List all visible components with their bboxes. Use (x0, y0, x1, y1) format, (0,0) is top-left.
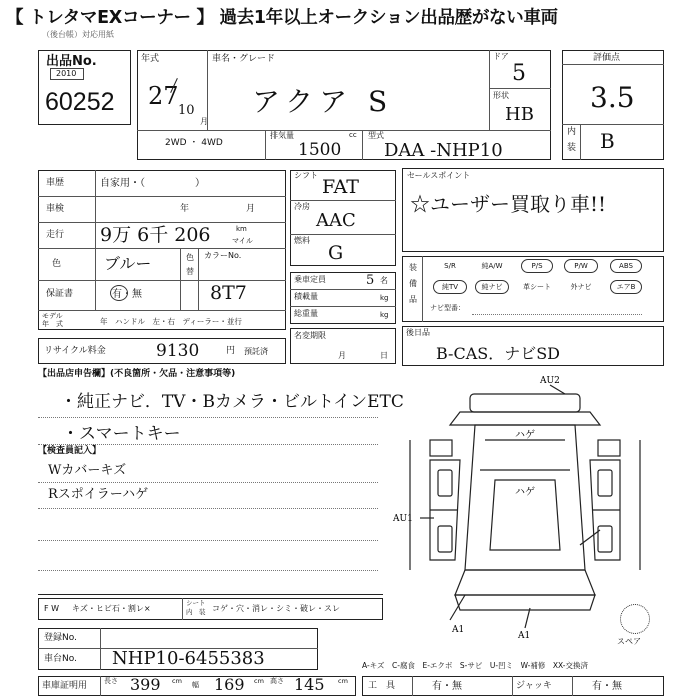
color-label: 色 (52, 259, 62, 269)
height-value: 145 (294, 675, 325, 694)
equip-leather: 革シート (523, 283, 551, 291)
dimensions-label: 車庫証明用 (42, 681, 88, 691)
equip-ps: P/S (531, 262, 543, 270)
ac-label: 冷房 (294, 202, 310, 211)
equip-pw: P/W (574, 262, 588, 270)
drive-label: 2WD ・ 4WD (165, 138, 223, 148)
mark-a1-left: A1 (452, 625, 465, 635)
equip-abs: ABS (619, 262, 633, 270)
name-change-label: 名変期限 (294, 331, 326, 340)
spare-tire-icon (620, 604, 650, 634)
damage-legend: A-キズ C-腐食 E-エクボ S-サビ U-凹ミ W-補修 XX-交換済 (362, 661, 588, 670)
after-parts-label: 後日品 (406, 328, 430, 337)
fuel-value: G (328, 242, 344, 264)
ac-value: AAC (316, 210, 356, 231)
warranty-value: 有・無 (112, 289, 142, 300)
mileage-label: 走行 (46, 230, 65, 240)
inspection-label: 車検 (46, 204, 65, 214)
recycle-value: 9130 (156, 341, 200, 361)
displacement-label: 排気量 (270, 131, 294, 140)
jack-value: 有・無 (592, 681, 622, 692)
fw-label: F W (44, 604, 60, 613)
mark-hage-2: ハゲ (515, 487, 535, 498)
inspector-line-2: Rスポイラーハゲ (48, 487, 149, 502)
length-value: 399 (130, 675, 161, 694)
model-label: 型式 (368, 131, 384, 140)
sales-point-label: セールスポイント (407, 171, 471, 180)
fuel-label: 燃料 (294, 236, 310, 245)
score-label: 評価点 (593, 53, 621, 63)
car-name-value: アクア S (252, 85, 394, 118)
mileage-value: 9万 6千 206 (100, 224, 211, 246)
car-history-value: 自家用・（ ） (100, 178, 205, 189)
spare-label: スペア (617, 637, 641, 646)
notes-label: 【出品店申告欄】(不良箇所・欠品・注意事項等) (38, 369, 236, 379)
header-subtitle: （後台帳）対応用紙 (42, 30, 114, 39)
mark-au2: AU2 (540, 376, 560, 386)
interior-value: B (600, 129, 615, 153)
inspector-line-1: Wカバーキズ (48, 463, 127, 478)
score-value: 3.5 (590, 81, 635, 114)
warranty-label: 保証書 (46, 289, 74, 299)
color-no-value: 8T7 (210, 282, 247, 304)
notes-line-1: ・純正ナビ．TV・Bカメラ・ビルトインETC (60, 392, 404, 412)
warranty-circle (110, 285, 128, 301)
model-value: DAA -NHP10 (384, 140, 503, 161)
shift-label: シフト (294, 171, 318, 180)
passengers-label: 乗車定員 (294, 275, 326, 284)
jack-label: ジャッキ (516, 681, 552, 691)
passengers-value: 5 (366, 273, 375, 288)
tool-value: 有・無 (432, 681, 462, 692)
year-value: 27 (148, 82, 179, 110)
displacement-value: 1500 (298, 140, 342, 160)
mark-hage-1: ハゲ (515, 430, 535, 441)
notes-line-2: ・スマートキー (62, 424, 181, 444)
shift-value: FAT (322, 176, 359, 198)
mark-a1-rear: A1 (518, 631, 531, 640)
lot-label: 出品No. (46, 54, 97, 69)
model-year-row: 年 ハンドル 左・右 ディーラー・並行 (100, 317, 242, 326)
width-value: 169 (214, 675, 245, 694)
color-value: ブルー (104, 254, 152, 273)
shape-label: 形状 (493, 91, 509, 100)
color-no-label: カラーNo. (204, 251, 242, 260)
load-label: 積載量 (294, 292, 318, 301)
header-title: 【 トレタマEXコーナー 】 過去1年以上オークション出品歴がない車両 (6, 8, 558, 28)
after-parts-value: B-CAS．ナビSD (436, 344, 561, 363)
mark-au1: AU1 (393, 514, 413, 524)
history-box (38, 170, 286, 330)
doors-value: 5 (512, 61, 526, 86)
reg-label: 登録No. (44, 633, 77, 643)
lot-number: 60252 (45, 88, 115, 116)
recycle-label: リサイクル料金 (44, 346, 106, 356)
car-name-label: 車名・グレード (212, 54, 276, 64)
navi-model-label: ナビ型番： (430, 304, 465, 312)
equip-alloy: 純A/W (481, 262, 503, 270)
inspector-label: 【検査員記入】 (38, 446, 102, 456)
doors-label: ドア (493, 52, 509, 61)
equip-airbag: エアB (616, 283, 636, 291)
chassis-value: NHP10-6455383 (112, 648, 265, 669)
shape-value: HB (505, 104, 534, 125)
equip-tv: 純TV (441, 283, 459, 291)
chassis-label: 車台No. (44, 654, 77, 664)
car-damage-diagram (390, 370, 680, 640)
sales-point-value: ☆ユーザー買取り車!! (410, 192, 607, 216)
year-label: 年式 (141, 54, 160, 64)
fw-options: キズ・ヒビ石・割レ× (72, 604, 151, 613)
tool-label: 工 具 (368, 681, 396, 691)
seat-options: コゲ・穴・消レ・シミ・破レ・スレ (212, 604, 340, 613)
equip-navi: 純ナビ (481, 283, 503, 291)
equip-sr: S/R (444, 262, 456, 270)
gross-label: 総重量 (294, 309, 318, 318)
equip-ext-navi: 外ナビ (570, 283, 592, 291)
car-history-label: 車歴 (46, 178, 65, 188)
